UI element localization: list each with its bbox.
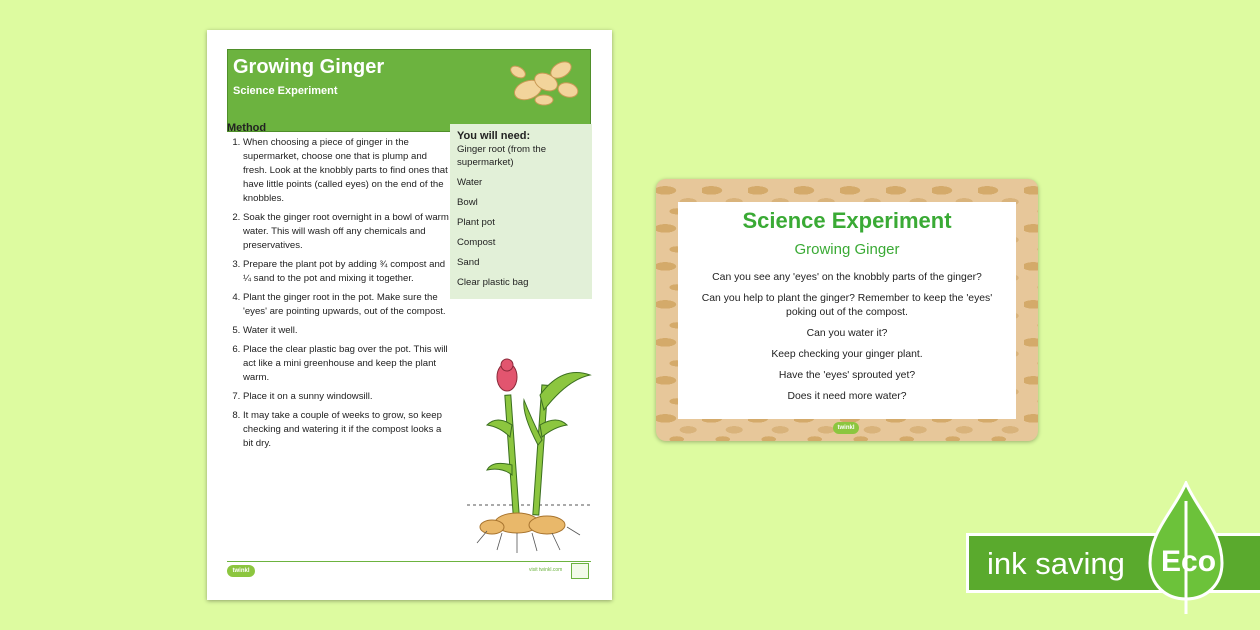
requirements-box bbox=[450, 124, 592, 299]
method-step: 2. Soak the ginger root overnight in a bowl of warm water. This will wash off any chemicals and preservatives. bbox=[243, 211, 451, 253]
prompt-card-panel bbox=[678, 202, 1016, 419]
requirement-item: Plant pot bbox=[457, 217, 495, 228]
method-step: 8. It may take a couple of weeks to grow, so keep checking and watering it if the compost looks a bit dry. bbox=[243, 409, 451, 451]
twinkl-logo: twinkl bbox=[227, 565, 255, 577]
card-title: Science Experiment bbox=[742, 208, 952, 233]
method-step: 3. Prepare the plant pot by adding ¾ compost and ¼ sand to the pot and mixing it together. bbox=[243, 258, 451, 286]
worksheet-subtitle: Science Experiment bbox=[233, 85, 338, 97]
method-step: 5. Water it well. bbox=[243, 324, 451, 338]
worksheet-title: Growing Ginger bbox=[233, 56, 385, 78]
footer-url: visit twinkl.com bbox=[529, 567, 563, 573]
requirement-item: Ginger root (from the supermarket) bbox=[457, 144, 547, 168]
method-step: 6. Place the clear plastic bag over the pot. This will act like a mini greenhouse and keep the plant warm. bbox=[243, 343, 451, 385]
method-step: 7. Place it on a sunny windowsill. bbox=[243, 390, 451, 404]
requirement-item: Bowl bbox=[457, 197, 478, 208]
requirement-item: Compost bbox=[457, 237, 496, 248]
method-heading: Method bbox=[227, 122, 267, 134]
method-step: 4. Plant the ginger root in the pot. Make sure the 'eyes' are pointing upwards, out of the compost. bbox=[243, 291, 451, 319]
method-steps-list bbox=[223, 136, 451, 456]
card-question: Can you help to plant the ginger? Remember to keep the 'eyes' poking out of the compost. bbox=[701, 293, 993, 318]
card-question: Does it need more water? bbox=[787, 391, 907, 402]
method-step: 1. When choosing a piece of ginger in the supermarket, choose one that is plump and fresh. Look at the knobbly parts to find ones that have little points (called eyes) on the end of the knobbles. bbox=[243, 136, 451, 206]
footer-divider bbox=[227, 561, 591, 562]
requirement-item: Clear plastic bag bbox=[457, 277, 529, 288]
requirements-title: You will need: bbox=[457, 130, 531, 142]
card-question: Keep checking your ginger plant. bbox=[771, 349, 923, 360]
requirement-item: Water bbox=[457, 177, 483, 188]
prompt-card bbox=[656, 179, 1038, 441]
worksheet-header bbox=[227, 49, 591, 132]
card-question: Can you see any 'eyes' on the knobbly parts of the ginger? bbox=[712, 272, 982, 283]
requirements-list bbox=[457, 143, 585, 289]
card-question: Have the 'eyes' sprouted yet? bbox=[778, 370, 916, 381]
card-subtitle: Growing Ginger bbox=[794, 241, 900, 258]
ink-saving-text: ink saving bbox=[987, 546, 1125, 581]
worksheet-page bbox=[207, 30, 612, 600]
card-questions-list bbox=[692, 271, 1002, 411]
requirement-item: Sand bbox=[457, 257, 480, 268]
ginger-root-icon bbox=[506, 52, 586, 110]
eco-label: Eco bbox=[1161, 545, 1217, 578]
card-twinkl-logo: twinkl bbox=[833, 422, 859, 434]
card-question: Can you water it? bbox=[806, 328, 888, 339]
ginger-plant-illustration bbox=[462, 355, 597, 555]
footer-badge-icon bbox=[571, 563, 589, 579]
